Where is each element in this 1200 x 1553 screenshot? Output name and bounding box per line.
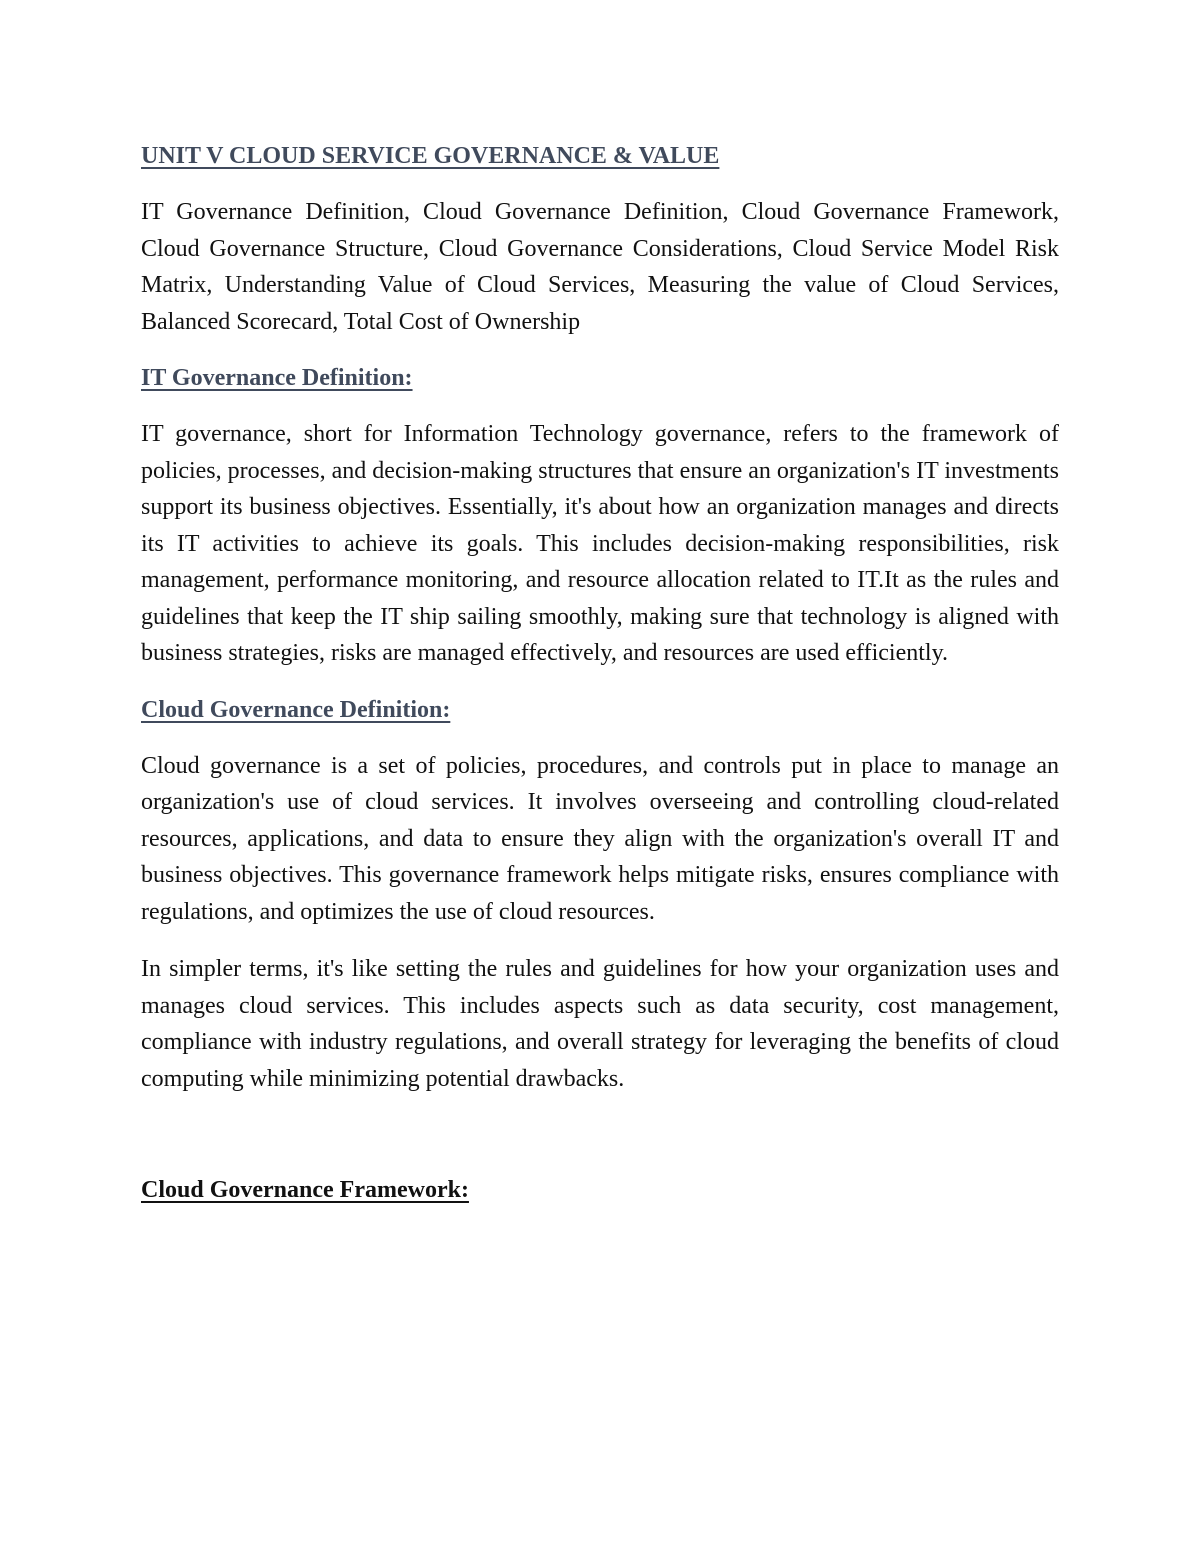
it-governance-heading: IT Governance Definition: bbox=[141, 365, 413, 391]
cloud-governance-heading: Cloud Governance Definition: bbox=[141, 696, 451, 723]
cloud-governance-framework-heading: Cloud Governance Framework: bbox=[141, 1177, 469, 1203]
topics-paragraph: IT Governance Definition, Cloud Governance Definition, Cloud Governance Framework, Cloud Governance Structure, Cloud Governance Considerations, Cloud Service Model Risk Matrix, Understanding Value of Cloud Services, Measuring the value of Cloud Services, Balanced Scorecard, Total Cost of Ownership bbox=[141, 199, 1059, 335]
unit-title: UNIT V CLOUD SERVICE GOVERNANCE & VALUE bbox=[141, 143, 720, 169]
cloud-governance-paragraph-2: In simpler terms, it's like setting the rules and guidelines for how your organization uses and manages cloud services. This includes aspects such as data security, cost management, compliance with industry regulations, and overall strategy for leveraging the benefits of cloud computing while minimizing potential drawbacks. bbox=[141, 956, 1059, 1092]
it-governance-paragraph: IT governance, short for Information Technology governance, refers to the framework of policies, processes, and decision-making structures that ensure an organization's IT investments support its business objectives. Essentially, it's about how an organization manages and directs its IT activities to achieve its goals. This includes decision-making responsibilities, risk management, performance monitoring, and resource allocation related to IT.It as the rules and guidelines that keep the IT ship sailing smoothly, making sure that technology is aligned with business strategies, risks are managed effectively, and resources are used efficiently. bbox=[141, 421, 1059, 666]
cloud-governance-paragraph-1: Cloud governance is a set of policies, procedures, and controls put in place to manage an organization's use of cloud services. It involves overseeing and controlling cloud-related resources, applications, and data to ensure they align with the organization's overall IT and business objectives. This governance framework helps mitigate risks, ensures compliance with regulations, and optimizes the use of cloud resources. bbox=[141, 752, 1059, 925]
document-content bbox=[141, 138, 1059, 1208]
